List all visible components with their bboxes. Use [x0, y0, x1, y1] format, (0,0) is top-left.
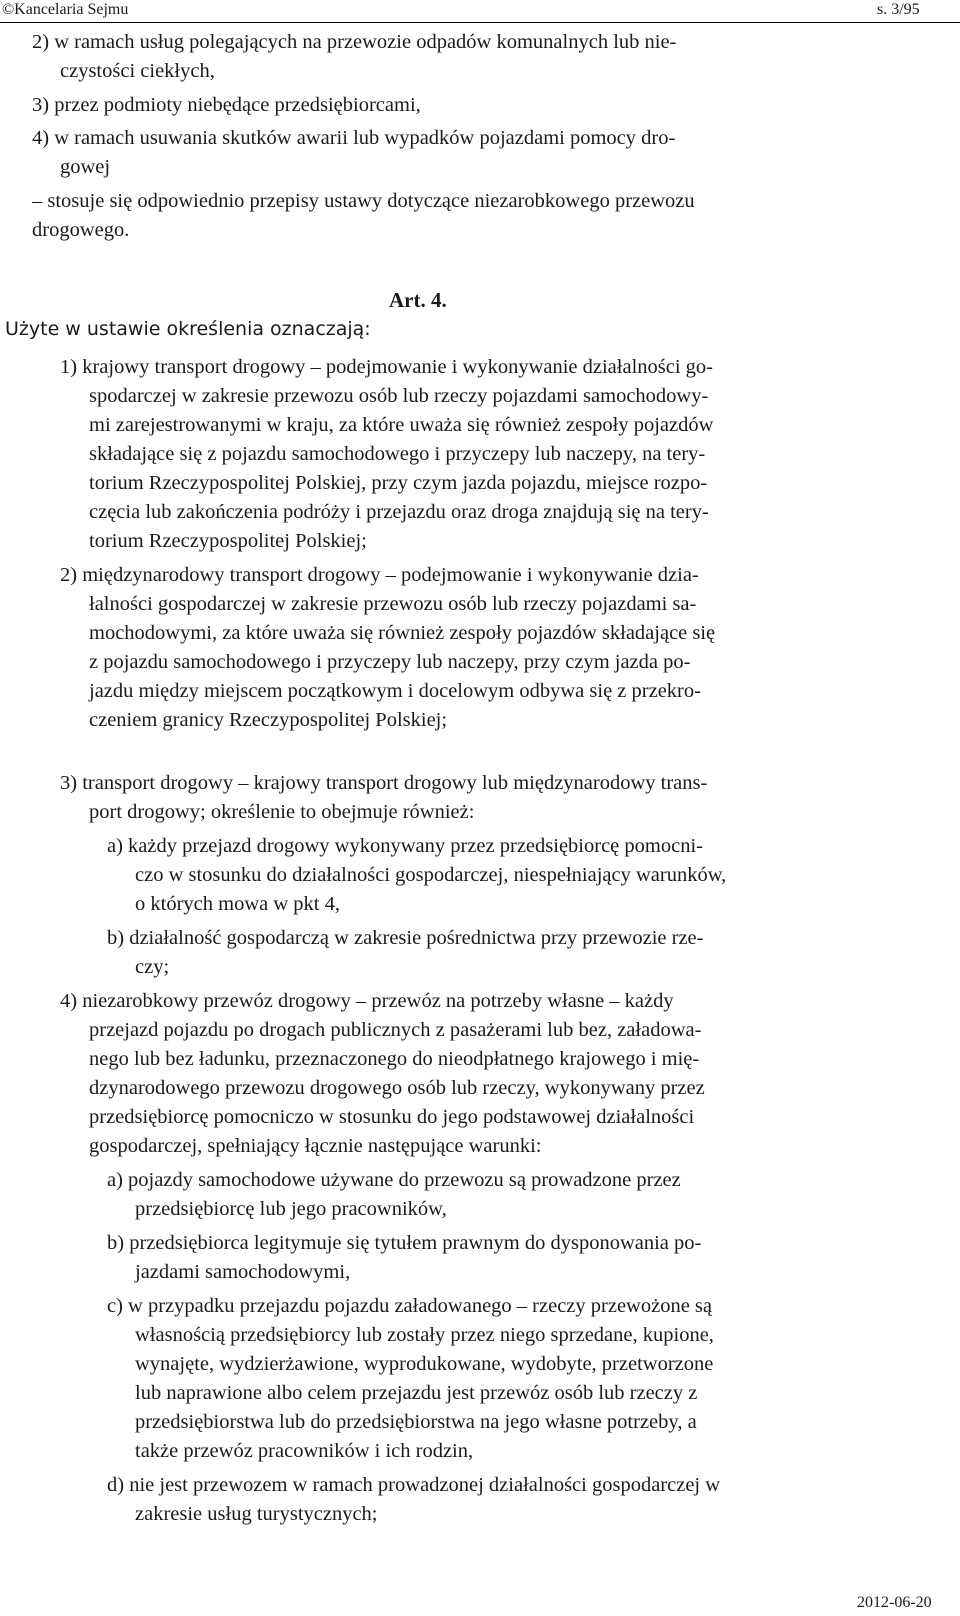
- conclusion-line-1: – stosuje się odpowiednio przepisy ustawy dotyczące niezarobkowego przewozu: [32, 190, 695, 212]
- def4c-line-1: c) w przypadku przejazdu pojazdu załadowanego – rzeczy przewożone są: [107, 1295, 713, 1317]
- def3a-line-1: a) każdy przejazd drogowy wykonywany przez przedsiębiorcę pomocni-: [107, 835, 703, 857]
- def1-line-3: mi zarejestrowanymi w kraju, za które uważa się również zespoły pojazdów: [89, 414, 714, 436]
- def4c-line-2: własnością przedsiębiorcy lub zostały przez niego sprzedane, kupione,: [135, 1324, 714, 1346]
- def1-line-5: torium Rzeczypospolitej Polskiej, przy czym jazda pojazdu, miejsce rozpo-: [89, 472, 708, 494]
- def4b-line-2: jazdami samochodowymi,: [135, 1261, 351, 1283]
- intro-item-2-line-2: czystości ciekłych,: [60, 60, 215, 82]
- def4-line-5: przedsiębiorcę pomocniczo w stosunku do jego podstawowej działalności: [89, 1106, 695, 1128]
- def3b-line-1: b) działalność gospodarczą w zakresie pośrednictwa przy przewozie rze-: [107, 927, 704, 949]
- def1-line-4: składające się z pojazdu samochodowego i przyczepy lub naczepy, na tery-: [89, 443, 706, 465]
- header-rule: [0, 22, 960, 23]
- def1-line-1: 1) krajowy transport drogowy – podejmowanie i wykonywanie działalności go-: [60, 356, 713, 378]
- def4-line-2: przejazd pojazdu po drogach publicznych z pasażerami lub bez, załadowa-: [89, 1019, 702, 1041]
- def4c-line-3: wynajęte, wydzierżawione, wyprodukowane, wydobyte, przetworzone: [135, 1353, 714, 1375]
- intro-item-4-line-2: gowej: [60, 156, 111, 178]
- def3b-line-2: czy;: [135, 956, 170, 978]
- intro-item-2-line-1: 2) w ramach usług polegających na przewozie odpadów komunalnych lub nie-: [32, 31, 677, 53]
- header-left-label: ©Kancelaria Sejmu: [2, 1, 129, 18]
- def4-line-6: gospodarczej, spełniający łącznie następujące warunki:: [89, 1135, 542, 1157]
- def4c-line-5: przedsiębiorstwa lub do przedsiębiorstwa na jego własne potrzeby, a: [135, 1411, 697, 1433]
- def4a-line-1: a) pojazdy samochodowe używane do przewozu są prowadzone przez: [107, 1169, 681, 1191]
- def4a-line-2: przedsiębiorcę lub jego pracowników,: [135, 1198, 447, 1220]
- def1-line-7: torium Rzeczypospolitej Polskiej;: [89, 530, 367, 552]
- def1-line-2: spodarczej w zakresie przewozu osób lub rzeczy pojazdami samochodowy-: [89, 385, 709, 407]
- def4c-line-6: także przewóz pracowników i ich rodzin,: [135, 1440, 474, 1462]
- conclusion-line-2: drogowego.: [32, 219, 130, 241]
- def2-line-5: jazdu między miejscem początkowym i docelowym odbywa się z przekro-: [89, 680, 701, 702]
- def1-line-6: częcia lub zakończenia podróży i przejazdu oraz droga znajdują się na tery-: [89, 501, 709, 523]
- def3a-line-2: czo w stosunku do działalności gospodarczej, niespełniający warunków,: [135, 864, 727, 886]
- def3a-line-3: o których mowa w pkt 4,: [135, 893, 340, 915]
- def2-line-6: czeniem granicy Rzeczypospolitej Polskiej;: [89, 709, 448, 731]
- intro-item-3-line-1: 3) przez podmioty niebędące przedsiębiorcami,: [32, 94, 421, 116]
- def3-line-2: port drogowy; określenie to obejmuje również:: [89, 801, 475, 823]
- intro-item-4-line-1: 4) w ramach usuwania skutków awarii lub wypadków pojazdami pomocy dro-: [32, 127, 676, 149]
- def4b-line-1: b) przedsiębiorca legitymuje się tytułem prawnym do dysponowania po-: [107, 1232, 702, 1254]
- def4-line-1: 4) niezarobkowy przewóz drogowy – przewóz na potrzeby własne – każdy: [60, 990, 674, 1012]
- def4d-line-1: d) nie jest przewozem w ramach prowadzonej działalności gospodarczej w: [107, 1474, 721, 1496]
- def4-line-3: nego lub bez ładunku, przeznaczonego do nieodpłatnego krajowego i mię-: [89, 1048, 700, 1070]
- def4c-line-4: lub naprawione albo celem przejazdu jest przewóz osób lub rzeczy z: [135, 1382, 698, 1404]
- page-number: s. 3/95: [877, 1, 920, 18]
- def4-line-4: dzynarodowego przewozu drogowego osób lub rzeczy, wykonywany przez: [89, 1077, 705, 1099]
- def3-line-1: 3) transport drogowy – krajowy transport drogowy lub międzynarodowy trans-: [60, 772, 708, 794]
- def2-line-3: mochodowymi, za które uważa się również zespoły pojazdów składające się: [89, 622, 716, 644]
- def2-line-2: łalności gospodarczej w zakresie przewozu osób lub rzeczy pojazdami sa-: [89, 593, 697, 615]
- article-title: Art. 4.: [389, 288, 447, 312]
- def2-line-4: z pojazdu samochodowego i przyczepy lub naczepy, przy czym jazda po-: [89, 651, 691, 673]
- def4d-line-2: zakresie usług turystycznych;: [135, 1503, 378, 1525]
- footer-date: 2012-06-20: [857, 1594, 932, 1611]
- def2-line-1: 2) międzynarodowy transport drogowy – podejmowanie i wykonywanie dzia-: [60, 564, 699, 586]
- article-intro: Użyte w ustawie określenia oznaczają:: [5, 318, 371, 340]
